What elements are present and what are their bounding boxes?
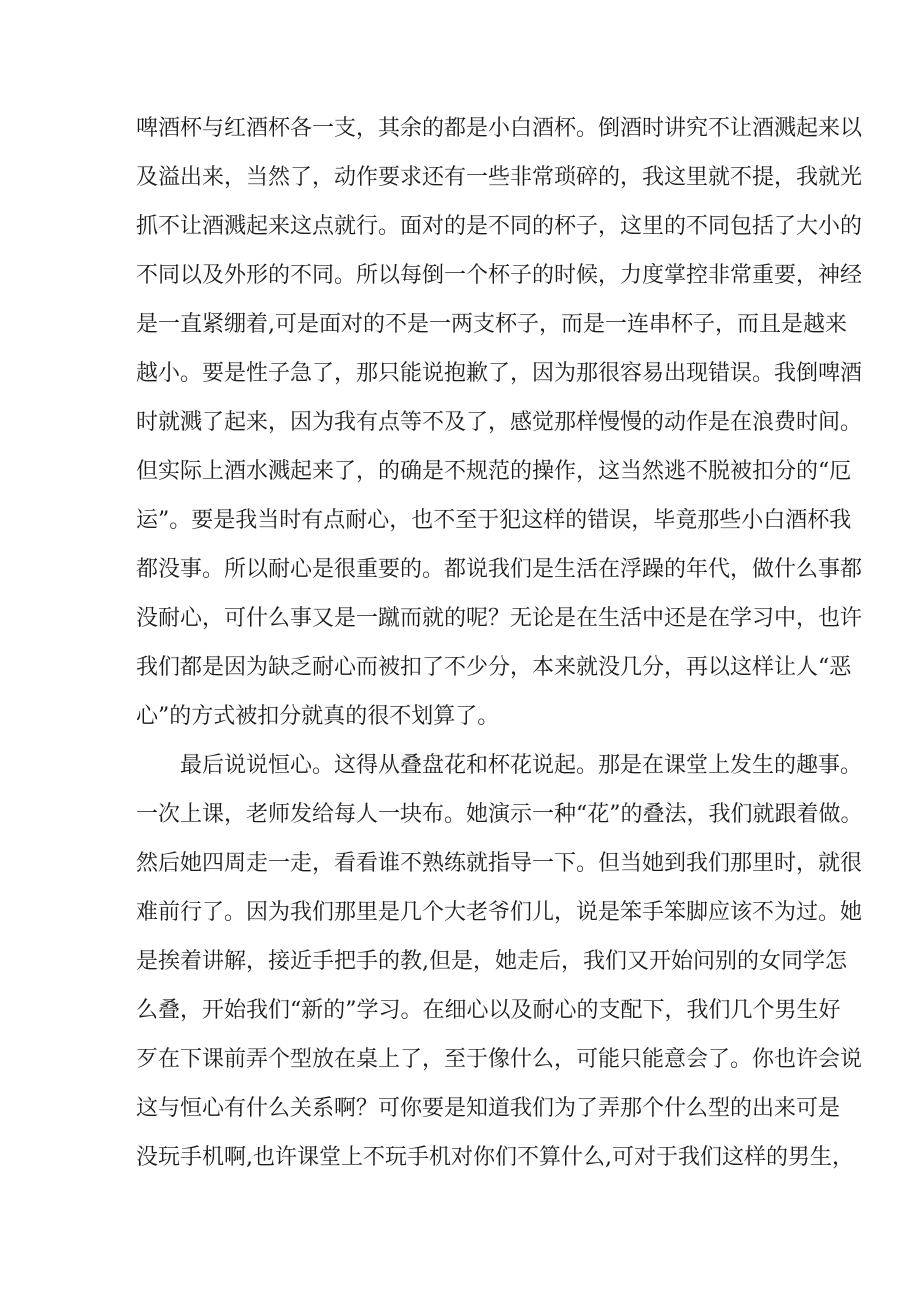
text-line: 是挨着讲解，接近手把手的教,但是，她走后，我们又开始问别的女同学怎 [136, 949, 847, 974]
text-line: 我们都是因为缺乏耐心而被扣了不少分，本来就没几分，再以这样让人“恶 [136, 655, 852, 680]
text-line: 但实际上酒水溅起来了，的确是不规范的操作，这当然逃不脱被扣分的“厄 [136, 459, 852, 484]
text-line: 没玩手机啊,也许课堂上不玩手机对你们不算什么,可对于我们这样的男生， [136, 1145, 854, 1170]
text-line: 没耐心，可什么事又是一蹴而就的呢？无论是在生活中还是在学习中，也许 [136, 606, 863, 631]
text-line: 不同以及外形的不同。所以每倒一个杯子的时候，力度掌控非常重要，神经 [136, 263, 863, 288]
text-line: 时就溅了起来，因为我有点等不及了，感觉那样慢慢的动作是在浪费时间。 [136, 410, 863, 435]
text-line: 都没事。所以耐心是很重要的。都说我们是生活在浮躁的年代，做什么事都 [136, 557, 863, 582]
text-line: 然后她四周走一走，看看谁不熟练就指导一下。但当她到我们那里时，就很 [136, 851, 863, 876]
text-line: 心”的方式被扣分就真的很不划算了。 [136, 704, 500, 729]
text-line: 抓不让酒溅起来这点就行。面对的是不同的杯子，这里的不同包括了大小的 [136, 214, 863, 239]
text-line: 歹在下课前弄个型放在桌上了，至于像什么，可能只能意会了。你也许会说 [136, 1047, 863, 1072]
text-line: 么叠，开始我们“新的”学习。在细心以及耐心的支配下，我们几个男生好 [136, 998, 841, 1023]
text-line: 是一直紧绷着,可是面对的不是一两支杯子，而是一连串杯子，而且是越来 [136, 312, 847, 337]
text-line: 一次上课，老师发给每人一块布。她演示一种“花”的叠法，我们就跟着做。 [136, 802, 863, 827]
text-line: 啤酒杯与红酒杯各一支，其余的都是小白酒杯。倒酒时讲究不让酒溅起来以 [136, 116, 863, 141]
text-line: 最后说说恒心。这得从叠盘花和杯花说起。那是在课堂上发生的趣事。 [180, 753, 863, 778]
text-line: 这与恒心有什么关系啊？可你要是知道我们为了弄那个什么型的出来可是 [136, 1096, 841, 1121]
text-line: 及溢出来，当然了，动作要求还有一些非常琐碎的，我这里就不提，我就光 [136, 165, 863, 190]
text-line: 难前行了。因为我们那里是几个大老爷们儿，说是笨手笨脚应该不为过。她 [136, 900, 863, 925]
text-line: 运”。要是我当时有点耐心，也不至于犯这样的错误，毕竟那些小白酒杯我 [136, 508, 852, 533]
text-line: 越小。要是性子急了，那只能说抱歉了，因为那很容易出现错误。我倒啤酒 [136, 361, 863, 386]
